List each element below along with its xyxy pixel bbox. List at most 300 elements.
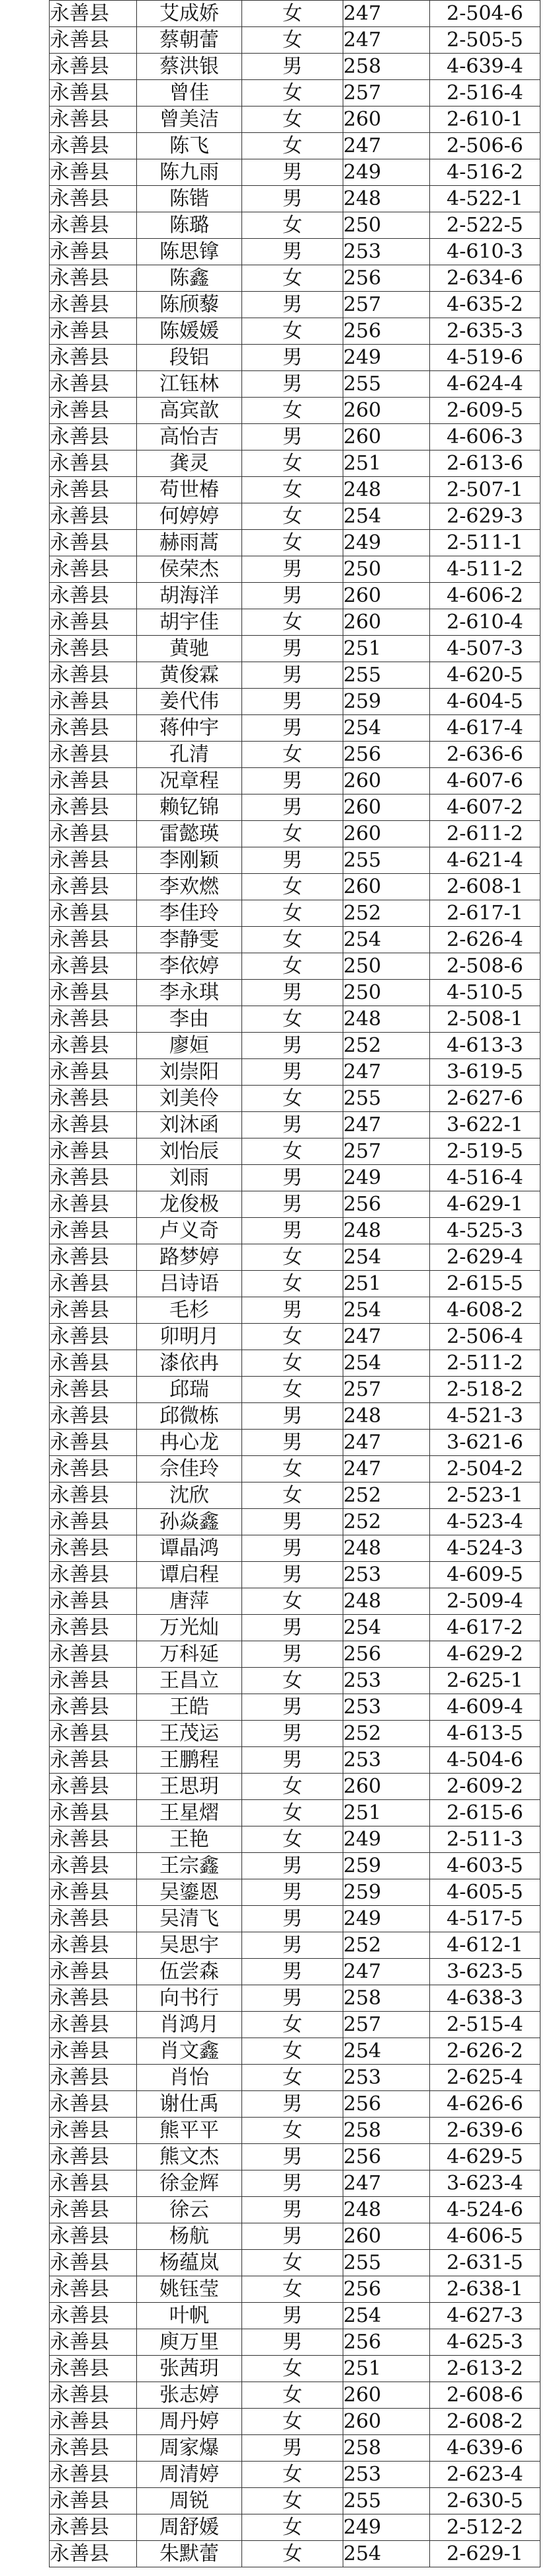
county-cell: 永善县 (50, 477, 137, 503)
name-cell: 漆依冉 (137, 1350, 242, 1377)
name-cell: 孙焱鑫 (137, 1509, 242, 1535)
county-cell: 永善县 (50, 292, 137, 318)
gender-cell: 女 (242, 1006, 343, 1033)
score-cell: 254 (343, 2303, 430, 2329)
name-cell: 艾成娇 (137, 1, 242, 27)
county-cell: 永善县 (50, 1377, 137, 1403)
county-cell: 永善县 (50, 768, 137, 794)
score-cell: 256 (343, 1641, 430, 1668)
gender-cell: 男 (242, 1112, 343, 1138)
name-cell: 万光灿 (137, 1615, 242, 1641)
name-cell: 陈璐 (137, 212, 242, 239)
seat-number-cell: 2-625-4 (430, 2065, 540, 2091)
seat-number-cell: 2-504-6 (430, 1, 540, 27)
seat-number-cell: 2-519-5 (430, 1138, 540, 1165)
name-cell: 肖文鑫 (137, 2038, 242, 2065)
gender-cell: 女 (242, 27, 343, 54)
county-cell: 永善县 (50, 1535, 137, 1562)
name-cell: 李佳玲 (137, 900, 242, 927)
name-cell: 周舒媛 (137, 2514, 242, 2541)
seat-number-cell: 4-525-3 (430, 1218, 540, 1244)
name-cell: 王昌立 (137, 1668, 242, 1694)
county-cell: 永善县 (50, 54, 137, 80)
score-cell: 251 (343, 1800, 430, 1826)
county-cell: 永善县 (50, 159, 137, 186)
name-cell: 李依婷 (137, 953, 242, 980)
table-row (50, 2223, 540, 2250)
seat-number-cell: 4-524-6 (430, 2197, 540, 2223)
score-cell: 248 (343, 2197, 430, 2223)
score-cell: 248 (343, 1006, 430, 1033)
seat-number-cell: 4-625-3 (430, 2329, 540, 2356)
score-cell: 257 (343, 80, 430, 107)
gender-cell: 女 (242, 2065, 343, 2091)
name-cell: 周锐 (137, 2488, 242, 2514)
county-cell: 永善县 (50, 1165, 137, 1191)
county-cell: 永善县 (50, 821, 137, 847)
seat-number-cell: 4-629-2 (430, 1641, 540, 1668)
seat-number-cell: 2-609-5 (430, 398, 540, 424)
gender-cell: 男 (242, 371, 343, 398)
name-cell: 姚钰莹 (137, 2276, 242, 2303)
table-row (50, 1271, 540, 1297)
county-cell: 永善县 (50, 1562, 137, 1588)
table-row (50, 636, 540, 662)
table-row (50, 980, 540, 1006)
gender-cell: 男 (242, 2170, 343, 2197)
gender-cell: 女 (242, 1244, 343, 1271)
score-cell: 250 (343, 980, 430, 1006)
table-row (50, 1138, 540, 1165)
name-cell: 孔清 (137, 742, 242, 768)
gender-cell: 女 (242, 1774, 343, 1800)
roster-table-body (50, 1, 540, 2567)
name-cell: 周清婷 (137, 2462, 242, 2488)
gender-cell: 男 (242, 1033, 343, 1059)
table-row (50, 1932, 540, 1959)
county-cell: 永善县 (50, 371, 137, 398)
score-cell: 249 (343, 345, 430, 371)
table-row (50, 556, 540, 583)
county-cell: 永善县 (50, 662, 137, 689)
name-cell: 侯荣杰 (137, 556, 242, 583)
table-row (50, 2514, 540, 2541)
score-cell: 256 (343, 2091, 430, 2118)
name-cell: 路梦婷 (137, 1244, 242, 1271)
score-cell: 247 (343, 133, 430, 159)
county-cell: 永善县 (50, 424, 137, 451)
seat-number-cell: 2-629-3 (430, 503, 540, 530)
county-cell: 永善县 (50, 2038, 137, 2065)
seat-number-cell: 4-635-2 (430, 292, 540, 318)
name-cell: 卯明月 (137, 1324, 242, 1350)
name-cell: 吴思宇 (137, 1932, 242, 1959)
score-cell: 247 (343, 1112, 430, 1138)
name-cell: 李静雯 (137, 927, 242, 953)
score-cell: 258 (343, 2118, 430, 2144)
gender-cell: 男 (242, 689, 343, 715)
score-cell: 259 (343, 689, 430, 715)
seat-number-cell: 4-504-6 (430, 1747, 540, 1774)
name-cell: 况章程 (137, 768, 242, 794)
gender-cell: 女 (242, 503, 343, 530)
seat-number-cell: 2-638-1 (430, 2276, 540, 2303)
gender-cell: 男 (242, 1191, 343, 1218)
name-cell: 陈颀藜 (137, 292, 242, 318)
name-cell: 胡海洋 (137, 583, 242, 609)
county-cell: 永善县 (50, 1694, 137, 1721)
seat-number-cell: 4-617-2 (430, 1615, 540, 1641)
county-cell: 永善县 (50, 742, 137, 768)
name-cell: 王思玥 (137, 1774, 242, 1800)
score-cell: 253 (343, 239, 430, 265)
score-cell: 247 (343, 2170, 430, 2197)
county-cell: 永善县 (50, 1615, 137, 1641)
score-cell: 252 (343, 1033, 430, 1059)
gender-cell: 男 (242, 1747, 343, 1774)
name-cell: 熊文杰 (137, 2144, 242, 2170)
county-cell: 永善县 (50, 1668, 137, 1694)
score-cell: 253 (343, 2065, 430, 2091)
score-cell: 249 (343, 1906, 430, 1932)
table-row (50, 2409, 540, 2435)
gender-cell: 女 (242, 742, 343, 768)
name-cell: 刘美伶 (137, 1086, 242, 1112)
table-row (50, 1191, 540, 1218)
table-row (50, 1006, 540, 1033)
gender-cell: 女 (242, 2462, 343, 2488)
name-cell: 陈媛媛 (137, 318, 242, 345)
seat-number-cell: 2-615-5 (430, 1271, 540, 1297)
seat-number-cell: 2-511-1 (430, 530, 540, 556)
gender-cell: 男 (242, 54, 343, 80)
gender-cell: 男 (242, 1879, 343, 1906)
seat-number-cell: 2-615-6 (430, 1800, 540, 1826)
seat-number-cell: 2-623-4 (430, 2462, 540, 2488)
seat-number-cell: 4-626-6 (430, 2091, 540, 2118)
seat-number-cell: 2-508-6 (430, 953, 540, 980)
name-cell: 高宾歆 (137, 398, 242, 424)
score-cell: 254 (343, 2541, 430, 2567)
table-row (50, 1641, 540, 1668)
table-row (50, 1297, 540, 1324)
table-row (50, 159, 540, 186)
score-cell: 247 (343, 1430, 430, 1456)
name-cell: 伍尝森 (137, 1959, 242, 1985)
gender-cell: 女 (242, 107, 343, 133)
seat-number-cell: 3-623-4 (430, 2170, 540, 2197)
seat-number-cell: 2-617-1 (430, 900, 540, 927)
seat-number-cell: 2-625-1 (430, 1668, 540, 1694)
name-cell: 叶帆 (137, 2303, 242, 2329)
county-cell: 永善县 (50, 927, 137, 953)
seat-number-cell: 3-622-1 (430, 1112, 540, 1138)
county-cell: 永善县 (50, 900, 137, 927)
table-row (50, 1350, 540, 1377)
gender-cell: 男 (242, 1059, 343, 1086)
county-cell: 永善县 (50, 1879, 137, 1906)
name-cell: 胡宇佳 (137, 609, 242, 636)
county-cell: 永善县 (50, 1721, 137, 1747)
county-cell: 永善县 (50, 1191, 137, 1218)
county-cell: 永善县 (50, 1959, 137, 1985)
score-cell: 249 (343, 530, 430, 556)
score-cell: 248 (343, 477, 430, 503)
table-row (50, 2541, 540, 2567)
county-cell: 永善县 (50, 1297, 137, 1324)
score-cell: 254 (343, 1615, 430, 1641)
county-cell: 永善县 (50, 2091, 137, 2118)
score-cell: 249 (343, 159, 430, 186)
table-row (50, 1747, 540, 1774)
seat-number-cell: 2-611-2 (430, 821, 540, 847)
name-cell: 王皓 (137, 1694, 242, 1721)
table-row (50, 1059, 540, 1086)
name-cell: 庾万里 (137, 2329, 242, 2356)
score-cell: 248 (343, 186, 430, 212)
table-row (50, 715, 540, 742)
table-row (50, 1086, 540, 1112)
name-cell: 龚灵 (137, 451, 242, 477)
gender-cell: 女 (242, 530, 343, 556)
name-cell: 杨蕴岚 (137, 2250, 242, 2276)
table-row (50, 2276, 540, 2303)
table-row (50, 2382, 540, 2409)
name-cell: 杨航 (137, 2223, 242, 2250)
county-cell: 永善县 (50, 265, 137, 292)
gender-cell: 女 (242, 2514, 343, 2541)
table-row (50, 371, 540, 398)
gender-cell: 女 (242, 2038, 343, 2065)
name-cell: 谭启程 (137, 1562, 242, 1588)
table-row (50, 107, 540, 133)
gender-cell: 男 (242, 1721, 343, 1747)
name-cell: 蔡洪银 (137, 54, 242, 80)
gender-cell: 男 (242, 1403, 343, 1430)
county-cell: 永善县 (50, 1985, 137, 2012)
score-cell: 247 (343, 27, 430, 54)
name-cell: 何婷婷 (137, 503, 242, 530)
seat-number-cell: 2-504-2 (430, 1456, 540, 1482)
seat-number-cell: 2-511-3 (430, 1826, 540, 1853)
seat-number-cell: 4-610-3 (430, 239, 540, 265)
score-cell: 254 (343, 1297, 430, 1324)
table-row (50, 583, 540, 609)
seat-number-cell: 2-523-1 (430, 1482, 540, 1509)
gender-cell: 男 (242, 186, 343, 212)
gender-cell: 女 (242, 1800, 343, 1826)
score-cell: 255 (343, 847, 430, 874)
county-cell: 永善县 (50, 2382, 137, 2409)
name-cell: 徐金辉 (137, 2170, 242, 2197)
seat-number-cell: 2-507-1 (430, 477, 540, 503)
table-row (50, 2356, 540, 2382)
score-cell: 251 (343, 1271, 430, 1297)
score-cell: 253 (343, 1694, 430, 1721)
name-cell: 王茂运 (137, 1721, 242, 1747)
county-cell: 永善县 (50, 239, 137, 265)
county-cell: 永善县 (50, 107, 137, 133)
county-cell: 永善县 (50, 1006, 137, 1033)
seat-number-cell: 4-608-2 (430, 1297, 540, 1324)
score-cell: 260 (343, 1774, 430, 1800)
table-row (50, 2329, 540, 2356)
seat-number-cell: 2-515-4 (430, 2012, 540, 2038)
county-cell: 永善县 (50, 186, 137, 212)
score-cell: 260 (343, 2409, 430, 2435)
table-row (50, 927, 540, 953)
name-cell: 蒋仲宇 (137, 715, 242, 742)
county-cell: 永善县 (50, 1324, 137, 1350)
county-cell: 永善县 (50, 953, 137, 980)
gender-cell: 女 (242, 874, 343, 900)
name-cell: 陈九雨 (137, 159, 242, 186)
county-cell: 永善县 (50, 2329, 137, 2356)
table-row (50, 1033, 540, 1059)
county-cell: 永善县 (50, 2223, 137, 2250)
gender-cell: 女 (242, 212, 343, 239)
score-cell: 250 (343, 212, 430, 239)
score-cell: 260 (343, 424, 430, 451)
county-cell: 永善县 (50, 2012, 137, 2038)
gender-cell: 女 (242, 609, 343, 636)
table-row (50, 2065, 540, 2091)
score-cell: 256 (343, 2276, 430, 2303)
score-cell: 251 (343, 451, 430, 477)
score-cell: 255 (343, 662, 430, 689)
name-cell: 李刚颖 (137, 847, 242, 874)
gender-cell: 女 (242, 927, 343, 953)
seat-number-cell: 2-518-2 (430, 1377, 540, 1403)
seat-number-cell: 4-606-3 (430, 424, 540, 451)
gender-cell: 男 (242, 239, 343, 265)
seat-number-cell: 2-626-2 (430, 2038, 540, 2065)
name-cell: 段铝 (137, 345, 242, 371)
gender-cell: 男 (242, 662, 343, 689)
county-cell: 永善县 (50, 2118, 137, 2144)
county-cell: 永善县 (50, 1747, 137, 1774)
county-cell: 永善县 (50, 1482, 137, 1509)
score-cell: 248 (343, 1218, 430, 1244)
gender-cell: 男 (242, 1562, 343, 1588)
county-cell: 永善县 (50, 636, 137, 662)
name-cell: 陈鑫 (137, 265, 242, 292)
seat-number-cell: 4-620-5 (430, 662, 540, 689)
county-cell: 永善县 (50, 1403, 137, 1430)
gender-cell: 男 (242, 1959, 343, 1985)
gender-cell: 男 (242, 2329, 343, 2356)
gender-cell: 女 (242, 1324, 343, 1350)
gender-cell: 男 (242, 1535, 343, 1562)
name-cell: 吴鎏恩 (137, 1879, 242, 1906)
gender-cell: 男 (242, 345, 343, 371)
table-row (50, 1853, 540, 1879)
score-cell: 254 (343, 715, 430, 742)
seat-number-cell: 4-605-5 (430, 1879, 540, 1906)
seat-number-cell: 3-621-6 (430, 1430, 540, 1456)
name-cell: 陈锴 (137, 186, 242, 212)
name-cell: 张茜玥 (137, 2356, 242, 2382)
seat-number-cell: 4-638-3 (430, 1985, 540, 2012)
score-cell: 252 (343, 900, 430, 927)
name-cell: 向书行 (137, 1985, 242, 2012)
name-cell: 刘沐函 (137, 1112, 242, 1138)
name-cell: 曾美洁 (137, 107, 242, 133)
seat-number-cell: 4-510-5 (430, 980, 540, 1006)
table-row (50, 1535, 540, 1562)
gender-cell: 女 (242, 1138, 343, 1165)
table-row (50, 1482, 540, 1509)
score-cell: 258 (343, 1985, 430, 2012)
gender-cell: 男 (242, 1509, 343, 1535)
score-cell: 247 (343, 1059, 430, 1086)
name-cell: 邱瑞 (137, 1377, 242, 1403)
gender-cell: 女 (242, 1086, 343, 1112)
county-cell: 永善县 (50, 1112, 137, 1138)
table-row (50, 1694, 540, 1721)
table-row (50, 821, 540, 847)
name-cell: 黄俊霖 (137, 662, 242, 689)
county-cell: 永善县 (50, 1244, 137, 1271)
seat-number-cell: 2-608-2 (430, 2409, 540, 2435)
gender-cell: 男 (242, 1297, 343, 1324)
score-cell: 247 (343, 1456, 430, 1482)
table-row (50, 1906, 540, 1932)
gender-cell: 男 (242, 1165, 343, 1191)
table-row (50, 1800, 540, 1826)
name-cell: 唐萍 (137, 1588, 242, 1615)
gender-cell: 女 (242, 1456, 343, 1482)
county-cell: 永善县 (50, 1906, 137, 1932)
table-row (50, 530, 540, 556)
name-cell: 肖怡 (137, 2065, 242, 2091)
gender-cell: 女 (242, 2012, 343, 2038)
county-cell: 永善县 (50, 2144, 137, 2170)
name-cell: 刘崇阳 (137, 1059, 242, 1086)
gender-cell: 男 (242, 159, 343, 186)
table-row (50, 1959, 540, 1985)
name-cell: 周家爆 (137, 2435, 242, 2462)
name-cell: 高怡吉 (137, 424, 242, 451)
county-cell: 永善县 (50, 874, 137, 900)
county-cell: 永善县 (50, 1086, 137, 1112)
seat-number-cell: 4-627-3 (430, 2303, 540, 2329)
gender-cell: 男 (242, 2144, 343, 2170)
score-cell: 256 (343, 265, 430, 292)
county-cell: 永善县 (50, 2170, 137, 2197)
name-cell: 张志婷 (137, 2382, 242, 2409)
score-cell: 248 (343, 1535, 430, 1562)
seat-number-cell: 4-624-4 (430, 371, 540, 398)
table-row (50, 1985, 540, 2012)
score-cell: 251 (343, 2356, 430, 2382)
county-cell: 永善县 (50, 1774, 137, 1800)
table-row (50, 874, 540, 900)
gender-cell: 女 (242, 80, 343, 107)
table-row (50, 1, 540, 27)
seat-number-cell: 2-516-4 (430, 80, 540, 107)
table-row (50, 54, 540, 80)
table-row (50, 1403, 540, 1430)
county-cell: 永善县 (50, 1350, 137, 1377)
gender-cell: 女 (242, 2382, 343, 2409)
name-cell: 佘佳玲 (137, 1456, 242, 1482)
county-cell: 永善县 (50, 2356, 137, 2382)
name-cell: 吕诗语 (137, 1271, 242, 1297)
score-cell: 255 (343, 371, 430, 398)
gender-cell: 女 (242, 318, 343, 345)
gender-cell: 女 (242, 1668, 343, 1694)
